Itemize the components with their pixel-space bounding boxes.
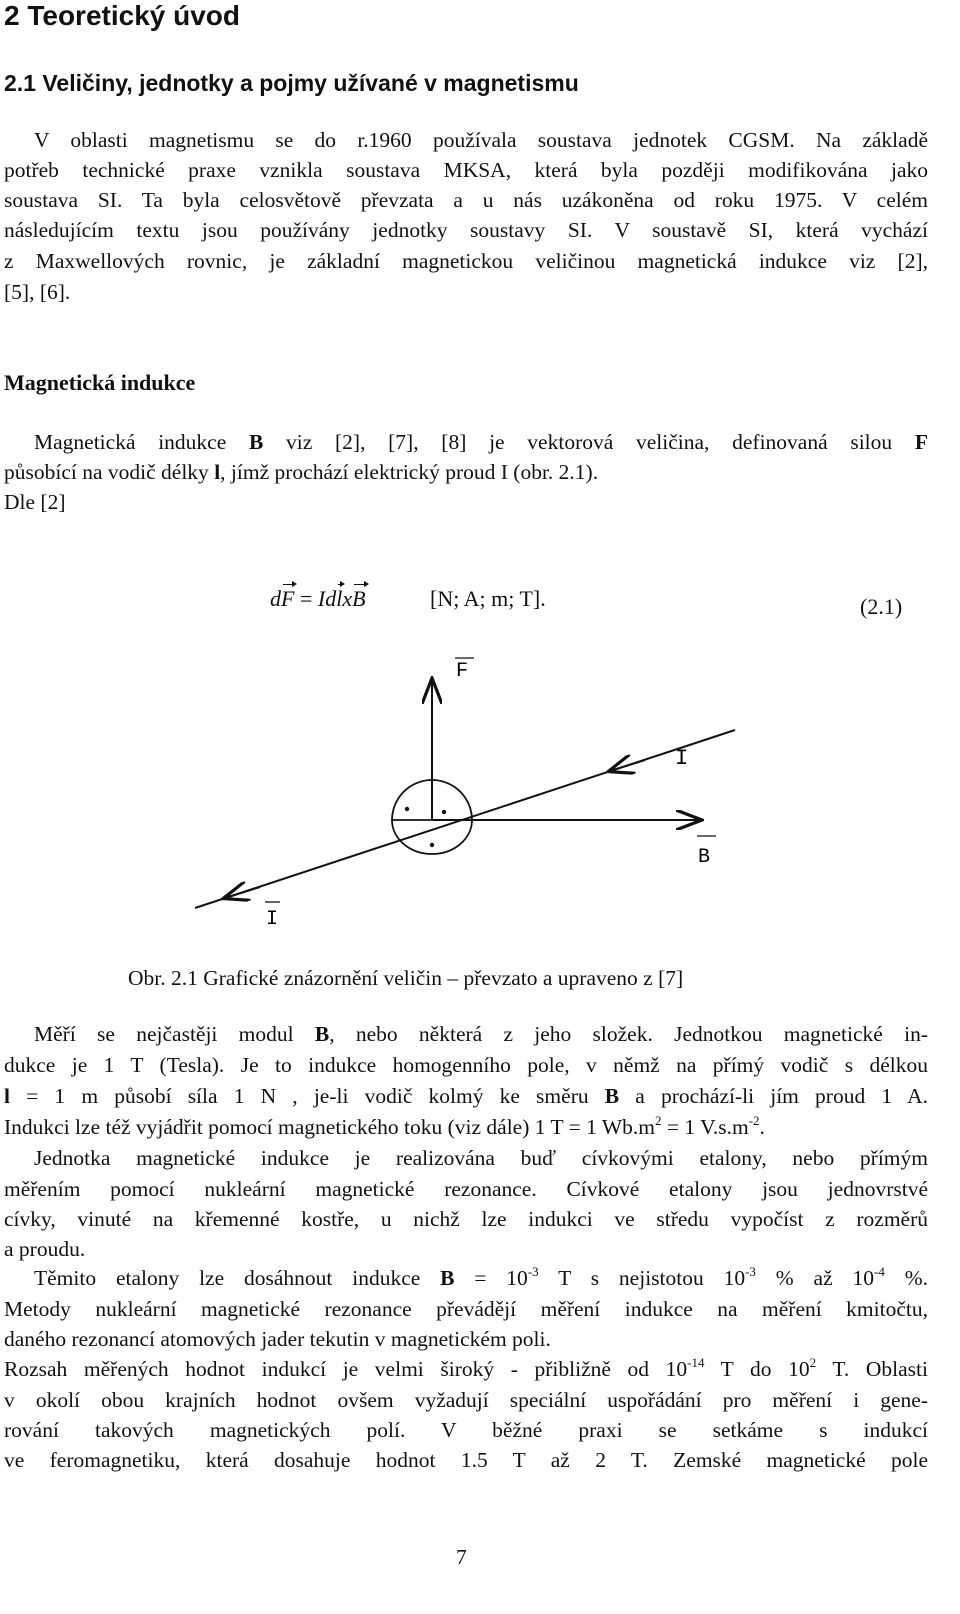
text-line: v okolí obou krajních hodnot ovšem vyžadují speciální uspořádání pro měření i gene- <box>4 1388 928 1412</box>
text-line: působící na vodič délky l, jímž prochází elektrický proud I (obr. 2.1). <box>4 460 599 484</box>
text-line: Jednotka magnetické indukce je realizována buď cívkovými etalony, nebo přímým <box>34 1146 928 1170</box>
text-line: ve feromagnetiku, která dosahuje hodnot 1.5 T až 2 T. Zemské magnetické pole <box>4 1448 928 1472</box>
text-line: cívky, vinuté na křemenné kostře, u nichž lze indukci ve středu vypočíst z rozměrů <box>4 1207 928 1231</box>
text-line: V oblasti magnetismu se do r.1960 používala soustava jednotek CGSM. Na základě <box>34 128 928 152</box>
equation-2-1: dF = IdlxB <box>270 586 366 611</box>
vector-diagram <box>180 640 740 940</box>
dot-marker <box>430 843 434 847</box>
figure-caption: Obr. 2.1 Grafické znázornění veličin – převzato a upraveno z [7] <box>128 966 684 990</box>
subsection-title: Magnetická indukce <box>4 370 196 395</box>
angle-arc-lower <box>392 820 472 854</box>
text-line: rování takových magnetických polí. V běžné praxi se setkáme s indukcí <box>4 1418 928 1442</box>
text-line: soustava SI. Ta byla celosvětově převzata a u nás uzákoněna od roku 1975. V celém <box>4 188 928 212</box>
text-line: l = 1 m působí síla 1 N , je-li vodič kolmý ke směru B a prochází-li jím proud 1 A. <box>4 1084 928 1108</box>
text-line: [5], [6]. <box>4 280 71 304</box>
text-line: Měří se nejčastěji modul B, nebo některá z jeho složek. Jednotkou magnetické in- <box>34 1022 928 1046</box>
text-line: z Maxwellových rovnic, je základní magnetickou veličinou magnetická indukce viz [2], <box>4 249 928 273</box>
text-line: Rozsah měřených hodnot indukcí je velmi široký - přibližně od $10^{-14}$ T do $10^2$ T. Oblasti <box>4 1355 928 1381</box>
text-line: měřením pomocí nukleární magnetické rezonance. Cívkové etalony jsou jednovrstvé <box>4 1177 928 1201</box>
label-I-right: I <box>675 746 689 771</box>
label-B: B <box>698 846 711 869</box>
chapter-heading: 2 Teoretický úvod <box>4 0 241 31</box>
dot-marker <box>405 807 409 811</box>
page-number: 7 <box>456 1545 467 1569</box>
text-line: daného rezonancí atomových jader tekutin v magnetickém poli. <box>4 1327 551 1351</box>
section-heading: 2.1 Veličiny, jednotky a pojmy užívané v magnetismu <box>4 70 579 96</box>
text-line: a proudu. <box>4 1237 86 1261</box>
text-line: dukce je 1 T (Tesla). Je to indukce homogenního pole, v němž na přímý vodič s délkou <box>4 1053 928 1077</box>
dot-marker <box>442 810 446 814</box>
text-line: následujícím textu jsou používány jednotky soustavy SI. V soustavě SI, která vychází <box>4 218 928 242</box>
label-F: F <box>456 660 469 683</box>
current-arrow-left <box>225 887 260 898</box>
equation-number: (2.1) <box>860 594 903 619</box>
equation-units: [N; A; m; T]. <box>430 586 546 611</box>
text-line: Indukci lze též vyjádřit pomocí magnetického toku (viz dále) 1 T = 1 $Wb.m^2 = 1$ $V.s.m^{-2}$. <box>4 1113 765 1139</box>
label-I-left: I <box>266 908 279 931</box>
text-line: potřeb technické praxe vznikla soustava MKSA, která byla později modifikována jako <box>4 158 928 182</box>
text-line: Magnetická indukce B viz [2], [7], [8] je vektorová veličina, definovaná silou F <box>34 430 928 454</box>
current-arrow-right <box>610 760 645 771</box>
text-line: Metody nukleární magnetické rezonance převádějí měření indukce na měření kmitočtu, <box>4 1297 928 1321</box>
text-line: Dle [2] <box>4 490 66 514</box>
text-line: Těmito etalony lze dosáhnout indukce $B = 10^{-3}$ T s nejistotou $10^{-3}$ % až $10^{-4}$ %. <box>34 1264 928 1290</box>
